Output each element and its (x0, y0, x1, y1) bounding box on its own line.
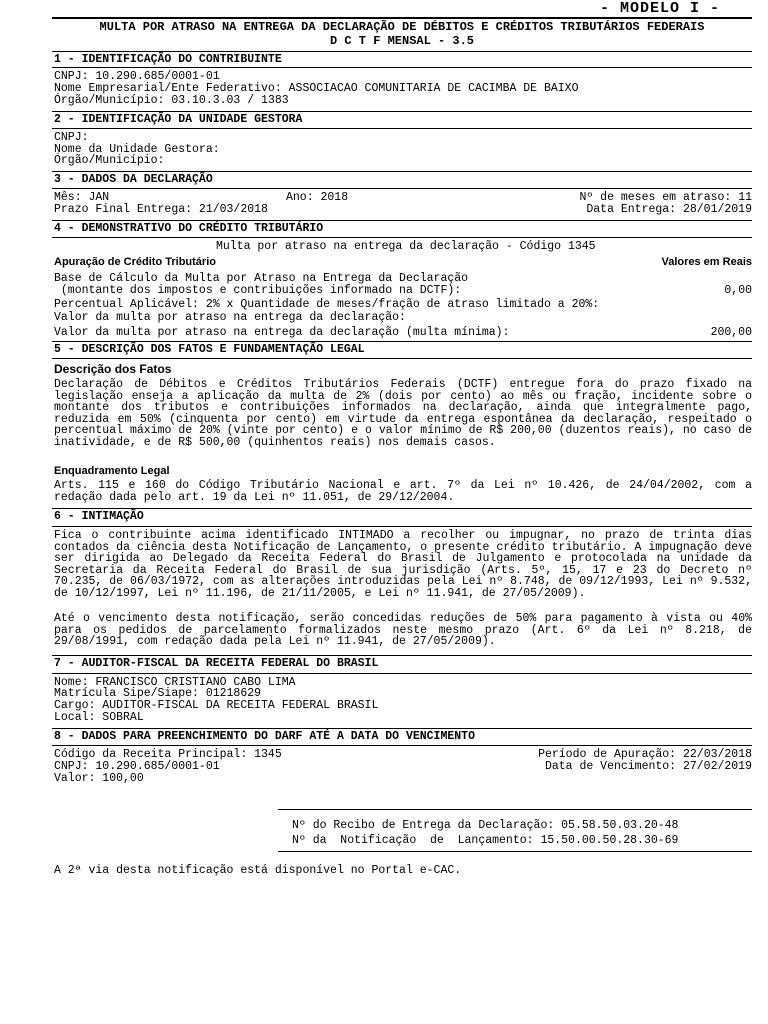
divider (52, 128, 752, 129)
percentual-aplicavel: Percentual Aplicável: 2% x Quantidade de meses/fração de atraso limitado a 20%: (54, 298, 600, 311)
divider (52, 111, 752, 112)
base-calculo-value: 0,00 (724, 284, 752, 297)
contribuinte-nome: Nome Empresarial/Ente Federativo: ASSOCIACAO COMUNITARIA DE CACIMBA DE BAIXO (54, 82, 579, 95)
divider (278, 851, 752, 852)
section-1-heading: 1 - IDENTIFICAÇÃO DO CONTRIBUINTE (54, 53, 282, 66)
base-calculo-line2: (montante dos impostos e contribuições informado na DCTF): (54, 284, 462, 297)
divider (52, 341, 752, 342)
divider (52, 171, 752, 172)
valor-multa: Valor da multa por atraso na entrega da declaração: (54, 311, 406, 324)
footer-note: A 2ª via desta notificação está disponível no Portal e-CAC. (54, 864, 462, 877)
divider (52, 67, 752, 68)
numero-notificacao: Nº da Notificação de Lançamento: 15.50.00.50.28.30-69 (292, 834, 679, 847)
darf-periodo: Período de Apuração: 22/03/2018 (538, 748, 752, 761)
divider (52, 220, 752, 221)
divider (278, 809, 752, 810)
divider (52, 358, 752, 359)
auditor-cargo: Cargo: AUDITOR-FISCAL DA RECEITA FEDERAL BRASIL (54, 699, 379, 712)
data-entrega: Data Entrega: 28/01/2019 (586, 203, 752, 216)
multa-minima-value: 200,00 (710, 326, 752, 339)
document-subtitle: D C T F MENSAL - 3.5 (329, 34, 475, 48)
divider (52, 745, 752, 746)
multa-subtitle: Multa por atraso na entrega da declaração - Código 1345 (216, 240, 596, 253)
section-8-heading: 8 - DADOS PARA PREENCHIMENTO DO DARF ATÉ A DATA DO VENCIMENTO (54, 730, 475, 743)
gestora-cnpj: CNPJ: (54, 131, 89, 144)
darf-cnpj: CNPJ: 10.290.685/0001-01 (54, 760, 220, 773)
contribuinte-cnpj: CNPJ: 10.290.685/0001-01 (54, 70, 220, 83)
auditor-nome: Nome: FRANCISCO CRISTIANO CABO LIMA (54, 676, 296, 689)
declaracao-mes: Mês: JAN (54, 191, 110, 204)
intimacao-paragraph-1: Fica o contribuinte acima identificado INTIMADO a recolher ou impugnar, no prazo de trinta dias contados da ciência desta Notificação de Lançamento, o presente crédito tributário. A impugnação deve ser dirigida ao Delegado da Receita Federal do Brasil de Julgamento e protocolada na unidade da Secretaria da Receita Federal do Brasil de sua jurisdição (Arts. 5º, 15, 17 e 23 do Decreto nº 70.235, de 06/03/1972, com as alterações introduzidas pela Lei nº 8.748, de 09/12/1993, Lei nº 9.532, de 10/12/1997, Lei nº 11.196, de 21/11/2005, e Lei nº 11.941, de 27/05/2009). (54, 529, 752, 600)
darf-valor: Valor: 100,00 (54, 772, 144, 785)
valores-label: Valores em Reais (661, 256, 752, 268)
section-5-heading: 5 - DESCRIÇÃO DOS FATOS E FUNDAMENTAÇÃO LEGAL (54, 343, 365, 356)
auditor-matricula: Matrícula Sipe/Siape: 01218629 (54, 687, 262, 700)
divider (52, 728, 752, 729)
divider (52, 17, 752, 19)
divider (52, 655, 752, 656)
section-7-heading: 7 - AUDITOR-FISCAL DA RECEITA FEDERAL DO BRASIL (54, 657, 379, 670)
apuracao-label: Apuração de Crédito Tributário (54, 256, 216, 268)
section-4-heading: 4 - DEMONSTRATIVO DO CRÉDITO TRIBUTÁRIO (54, 222, 324, 235)
contribuinte-orgao: Órgão/Município: 03.10.3.03 / 1383 (54, 94, 289, 107)
divider (52, 51, 752, 52)
recibo-entrega: Nº do Recibo de Entrega da Declaração: 05.58.50.03.20-48 (292, 819, 679, 832)
enquadramento-title: Enquadramento Legal (54, 465, 170, 477)
intimacao-paragraph-2: Até o vencimento desta notificação, serão concedidas reduções de 50% para pagamento à vista ou 40% para os pedidos de parcelamento formalizados neste mesmo prazo (Art. 6º da Lei nº 8.218, de 29/08/1991, com redação dada pela Lei nº 11.941, de 27/05/2009). (54, 612, 752, 648)
section-6-heading: 6 - INTIMAÇÃO (54, 510, 144, 523)
divider (52, 673, 752, 674)
descricao-fatos-text: Declaração de Débitos e Créditos Tributários Federais (DCTF) entregue fora do prazo fixado na legislação enseja a aplicação da multa de 2% (dois por cento) ao mês ou fração, incidente sobre o montante dos tributos e contribuições informados na declaração, ainda que integralmente pago, reduzida em 50% (cinquenta por cento) em virtude da entrega espontânea da declaração, respeitado o percentual máximo de 20% (vinte por cento) e o valor mínimo de R$ 200,00 (duzentos reais), no caso de inatividade, e de R$ 500,00 (quinhentos reais) nos demais casos. (54, 378, 752, 449)
divider (52, 237, 752, 238)
auditor-local: Local: SOBRAL (54, 711, 144, 724)
divider (52, 526, 752, 527)
section-2-heading: 2 - IDENTIFICAÇÃO DA UNIDADE GESTORA (54, 113, 303, 126)
divider (52, 188, 752, 189)
document-title: MULTA POR ATRASO NA ENTREGA DA DECLARAÇÃO DE DÉBITOS E CRÉDITOS TRIBUTÁRIOS FEDERAIS (99, 20, 705, 34)
darf-vencimento: Data de Vencimento: 27/02/2019 (544, 760, 752, 773)
declaracao-ano: Ano: 2018 (286, 191, 349, 204)
gestora-orgao: Órgão/Município: (54, 154, 165, 167)
descricao-fatos-title: Descrição dos Fatos (54, 362, 172, 376)
prazo-final: Prazo Final Entrega: 21/03/2018 (54, 203, 268, 216)
divider (52, 508, 752, 509)
enquadramento-text: Arts. 115 e 160 do Código Tributário Nacional e art. 7º da Lei nº 10.426, de 24/04/2002, com a redação dada pelo art. 19 da Lei nº 11.051, de 29/12/2004. (54, 479, 752, 504)
valor-multa-minima: Valor da multa por atraso na entrega da declaração (multa mínima): (54, 326, 510, 339)
meses-atraso: Nº de meses em atraso: 11 (579, 191, 752, 204)
section-3-heading: 3 - DADOS DA DECLARAÇÃO (54, 173, 213, 186)
darf-codigo: Código da Receita Principal: 1345 (54, 748, 282, 761)
gestora-nome: Nome da Unidade Gestora: (54, 143, 220, 156)
modelo-label: - MODELO I - (599, 0, 720, 17)
base-calculo-line1: Base de Cálculo da Multa por Atraso na Entrega da Declaração (54, 272, 469, 285)
